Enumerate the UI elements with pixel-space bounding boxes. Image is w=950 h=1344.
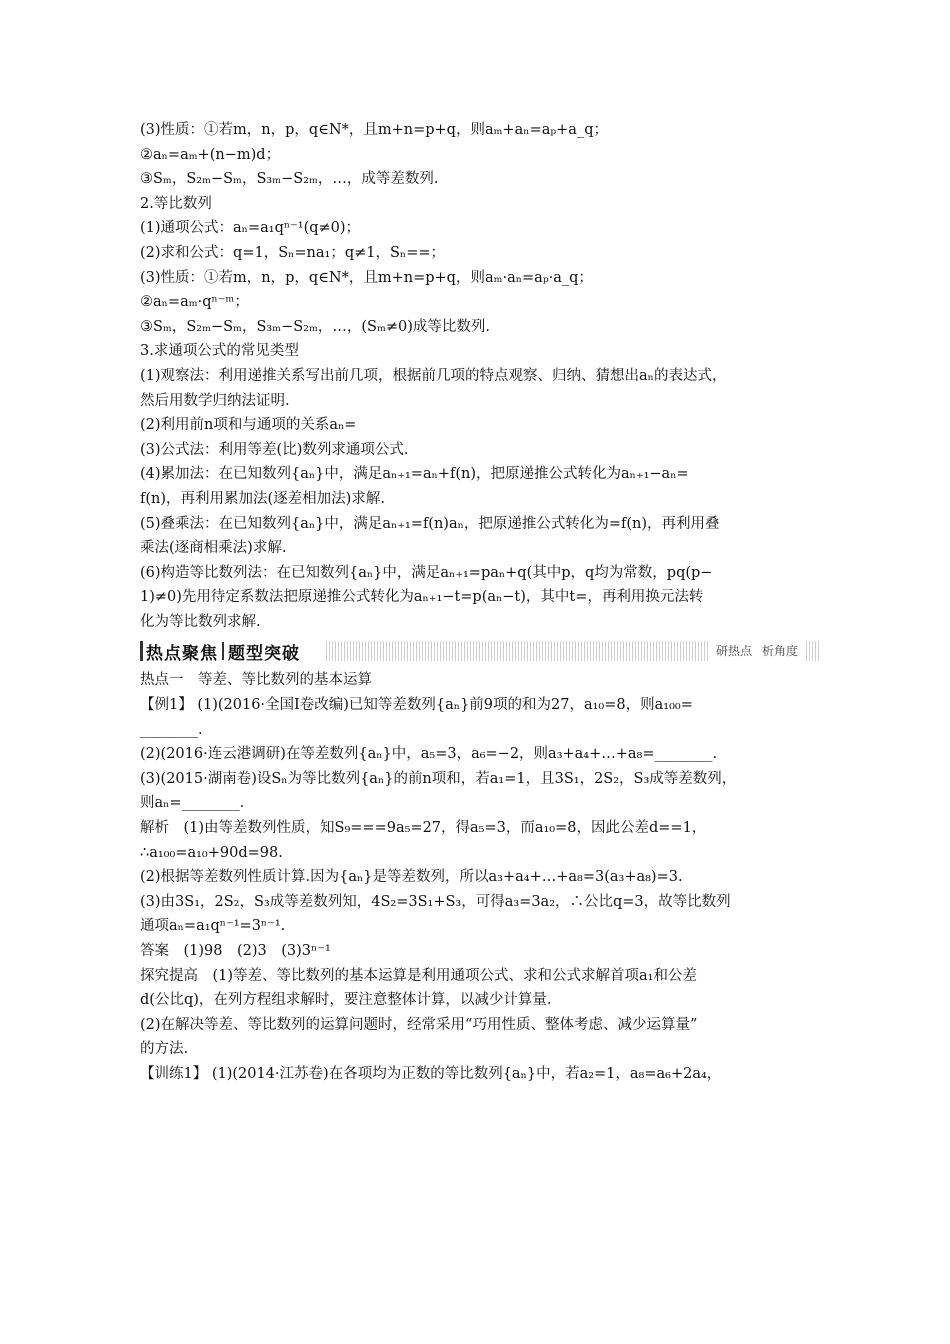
text-line: (3)性质：①若m，n，p，q∈N*，且m+n=p+q，则aₘ+aₙ=aₚ+a_q； [140, 122, 608, 138]
text-line: (2)在解决等差、等比数列的运算问题时，经常采用“巧用性质、整体考虑、减少运算量” [140, 1016, 698, 1033]
banner-tag: 析角度 [761, 644, 798, 659]
document-page [140, 118, 820, 1087]
text-line: 探究提高 (1)等差、等比数列的基本运算是利用通项公式、求和公式求解首项a₁和公差 [140, 967, 697, 984]
text-line: f(n)，再利用累加法(逐差相加法)求解. [140, 490, 385, 507]
text-line: (1)通项公式：aₙ=a₁qⁿ⁻¹(q≠0)； [140, 220, 361, 237]
text-line: 1)≠0)先用待定系数法把原递推公式转化为aₙ₊₁−t=p(aₙ−t)，其中t=，再利用换元法转 [140, 589, 704, 606]
text-line: (4)累加法：在已知数列{aₙ}中，满足aₙ₊₁=aₙ+f(n)，把原递推公式转化为aₙ₊₁−aₙ= [140, 466, 689, 483]
text-line: (3)性质：①若m，n，p，q∈N*，且m+n=p+q，则aₘ·aₙ=aₚ·a_q； [140, 269, 593, 286]
text-line: 【训练1】 (1)(2014·江苏卷)在各项均为正数的等比数列{aₙ}中，若a₂=1，a₈=a₆+2a₄， [140, 1065, 722, 1082]
text-line: (6)构造等比数列法：在已知数列{aₙ}中，满足aₙ₊₁=paₙ+q(其中p，q均为常数，pq(p− [140, 564, 713, 581]
text-line: (2)(2016·连云港调研)在等差数列{aₙ}中，a₅=3，a₆=−2，则a₃+a₄+…+a₈=________. [140, 746, 718, 763]
text-line: 通项aₙ=a₁qⁿ⁻¹=3ⁿ⁻¹. [140, 918, 286, 935]
text-line: (2)利用前n项和与通项的关系aₙ= [140, 417, 357, 434]
text-line: 乘法(逐商相乘法)求解. [140, 540, 287, 557]
text-line: 解析 (1)由等差数列性质，知S₉===9a₅=27，得a₅=3，而a₁₀=8，因此公差d==1， [140, 820, 707, 837]
text-line: 则aₙ=________. [140, 795, 245, 812]
text-line: 答案 (1)98 (2)3 (3)3ⁿ⁻¹ [140, 943, 331, 959]
text-line: d(公比q)，在列方程组求解时，要注意整体计算，以减少计算量. [140, 992, 552, 1009]
text-line: 的方法. [140, 1041, 189, 1058]
text-line: (1)观察法：利用递推关系写出前几项，根据前几项的特点观察、归纳、猜想出aₙ的表达式， [140, 367, 727, 384]
text-line: ②aₙ=aₘ+(n−m)d； [140, 146, 281, 163]
text-line: 化为等比数列求解. [140, 613, 261, 630]
text-line: ③Sₘ，S₂ₘ−Sₘ，S₃ₘ−S₂ₘ，…，成等差数列. [140, 171, 439, 188]
text-line: 3.求通项公式的常见类型 [140, 343, 299, 360]
banner-tag: 研热点 [715, 644, 752, 659]
banner-bar-icon [140, 641, 143, 661]
text-line: (3)由3S₁，2S₂，S₃成等差数列知，4S₂=3S₁+S₃，可得a₃=3a₂，∴公比q=3，故等比数列 [140, 893, 731, 910]
text-line: ________. [140, 721, 203, 738]
banner-title-part1: 热点聚焦 [146, 643, 218, 664]
section-banner [140, 638, 820, 664]
banner-title-group [140, 638, 300, 664]
text-line: 然后用数学归纳法证明. [140, 392, 290, 409]
text-line: ∴a₁₀₀=a₁₀+90d=98. [140, 844, 283, 861]
section-bottom-text [140, 668, 820, 1086]
text-line: (3)(2015·湖南卷)设Sₙ为等比数列{aₙ}的前n项和，若a₁=1，且3S₁，2S₂，S₃成等差数列， [140, 770, 737, 787]
text-line: (3)公式法：利用等差(比)数列求通项公式. [140, 441, 409, 458]
banner-tags [710, 641, 804, 661]
text-line: (5)叠乘法：在已知数列{aₙ}中，满足aₙ₊₁=f(n)aₙ，把原递推公式转化为=f(n)，再利用叠 [140, 515, 720, 532]
section-top-text [140, 118, 820, 634]
text-line: ③Sₘ，S₂ₘ−Sₘ，S₃ₘ−S₂ₘ，…，(Sₘ≠0)成等比数列. [140, 318, 490, 335]
banner-title-part2: 题型突破 [228, 643, 300, 664]
text-line: 热点一 等差、等比数列的基本运算 [140, 672, 372, 689]
text-line: 2.等比数列 [140, 195, 212, 212]
banner-separator [222, 642, 224, 660]
text-line: (2)求和公式：q=1，Sₙ=na₁；q≠1，Sₙ==； [140, 244, 446, 261]
text-line: 【例1】 (1)(2016·全国Ⅰ卷改编)已知等差数列{aₙ}前9项的和为27，a₁₀=8，则a₁₀₀= [140, 697, 693, 714]
text-line: (2)根据等差数列性质计算.因为{aₙ}是等差数列，所以a₃+a₄+…+a₈=3(a₃+a₈)=3. [140, 869, 683, 886]
text-line: ②aₙ=aₘ·qⁿ⁻ᵐ； [140, 294, 249, 311]
